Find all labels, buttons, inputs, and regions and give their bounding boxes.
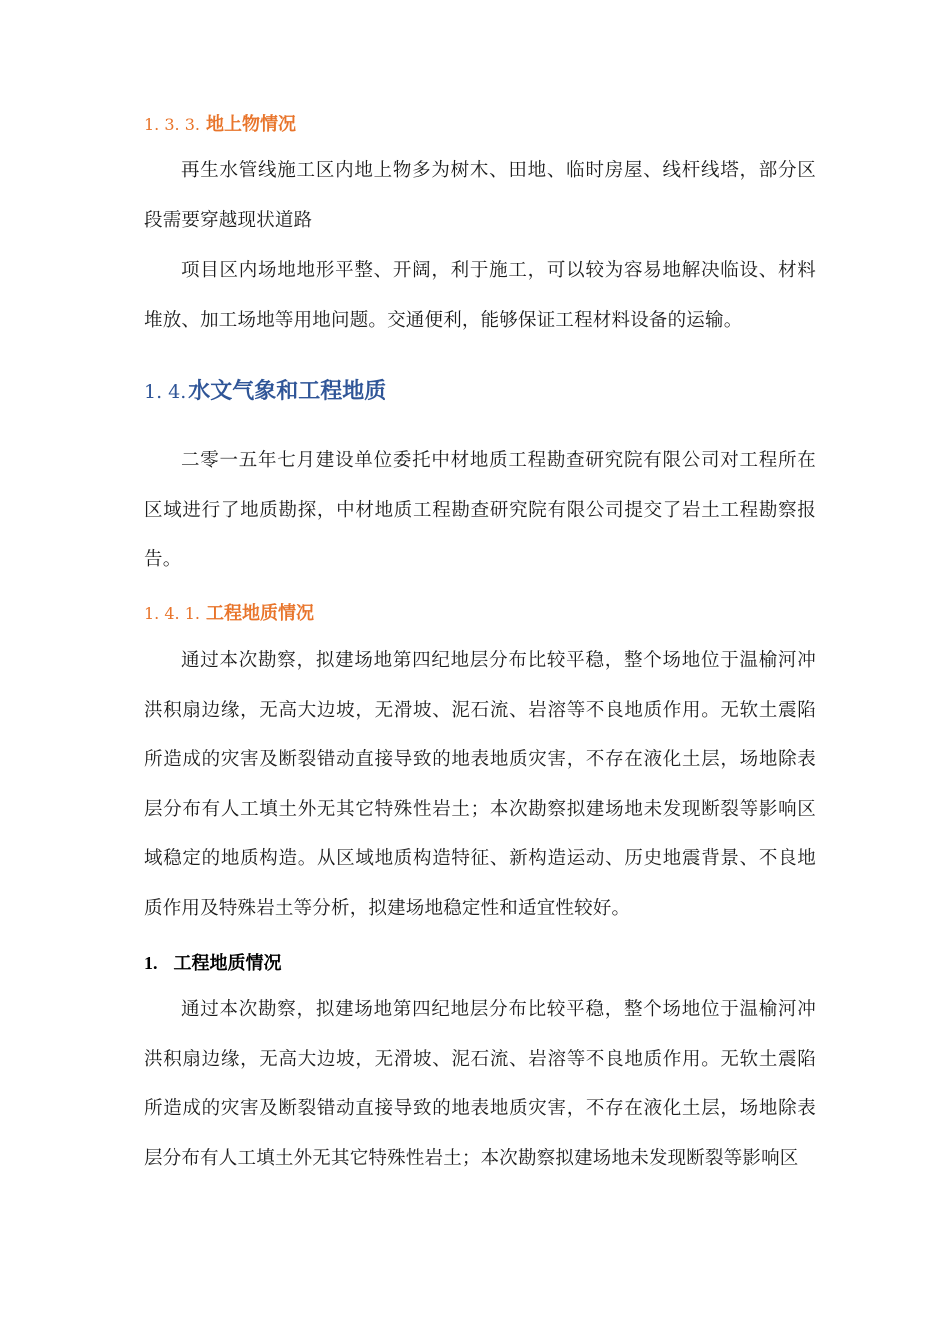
section-title: 水文气象和工程地质 [188, 379, 387, 404]
section-number: 1. 3. 3. [144, 115, 200, 134]
section-number: 1. 4. 1. [144, 604, 200, 623]
section-heading-1-4 [144, 377, 816, 407]
section-number: 1. [144, 953, 158, 973]
section-title: 工程地质情况 [173, 953, 282, 974]
section-heading-1 [144, 951, 816, 976]
section-heading-1-4-1 [144, 602, 816, 626]
section-heading-1-3-3 [144, 113, 816, 137]
section-title: 地上物情况 [205, 114, 296, 135]
paragraph: 通过本次勘察，拟建场地第四纪地层分布比较平稳，整个场地位于温榆河冲洪积扇边缘，无高大边坡，无滑坡、泥石流、岩溶等不良地质作用。无软土震陷所造成的灾害及断裂错动直接导致的地表地质灾害，不存在液化土层，场地除表层分布有人工填土外无其它特殊性岩土；本次勘察拟建场地未发现断裂等影响区 [144, 999, 816, 1169]
paragraph: 通过本次勘察，拟建场地第四纪地层分布比较平稳，整个场地位于温榆河冲洪积扇边缘，无高大边坡，无滑坡、泥石流、岩溶等不良地质作用。无软土震陷所造成的灾害及断裂错动直接导致的地表地质灾害，不存在液化土层，场地除表层分布有人工填土外无其它特殊性岩土；本次勘察拟建场地未发现断裂等影响区域稳定的地质构造。从区域地质构造特征、新构造运动、历史地震背景、不良地质作用及特殊岩土等分析，拟建场地稳定性和适宜性较好。 [144, 650, 816, 919]
paragraph: 再生水管线施工区内地上物多为树木、田地、临时房屋、线杆线塔，部分区段需要穿越现状道路 [144, 160, 816, 231]
section-number: 1. 4. [144, 381, 187, 403]
paragraph: 项目区内场地地形平整、开阔，利于施工，可以较为容易地解决临设、材料堆放、加工场地等用地问题。交通便利，能够保证工程材料设备的运输。 [144, 260, 816, 331]
section-title: 工程地质情况 [205, 603, 314, 624]
paragraph: 二零一五年七月建设单位委托中材地质工程勘查研究院有限公司对工程所在区域进行了地质勘探，中材地质工程勘查研究院有限公司提交了岩土工程勘察报告。 [144, 450, 816, 570]
